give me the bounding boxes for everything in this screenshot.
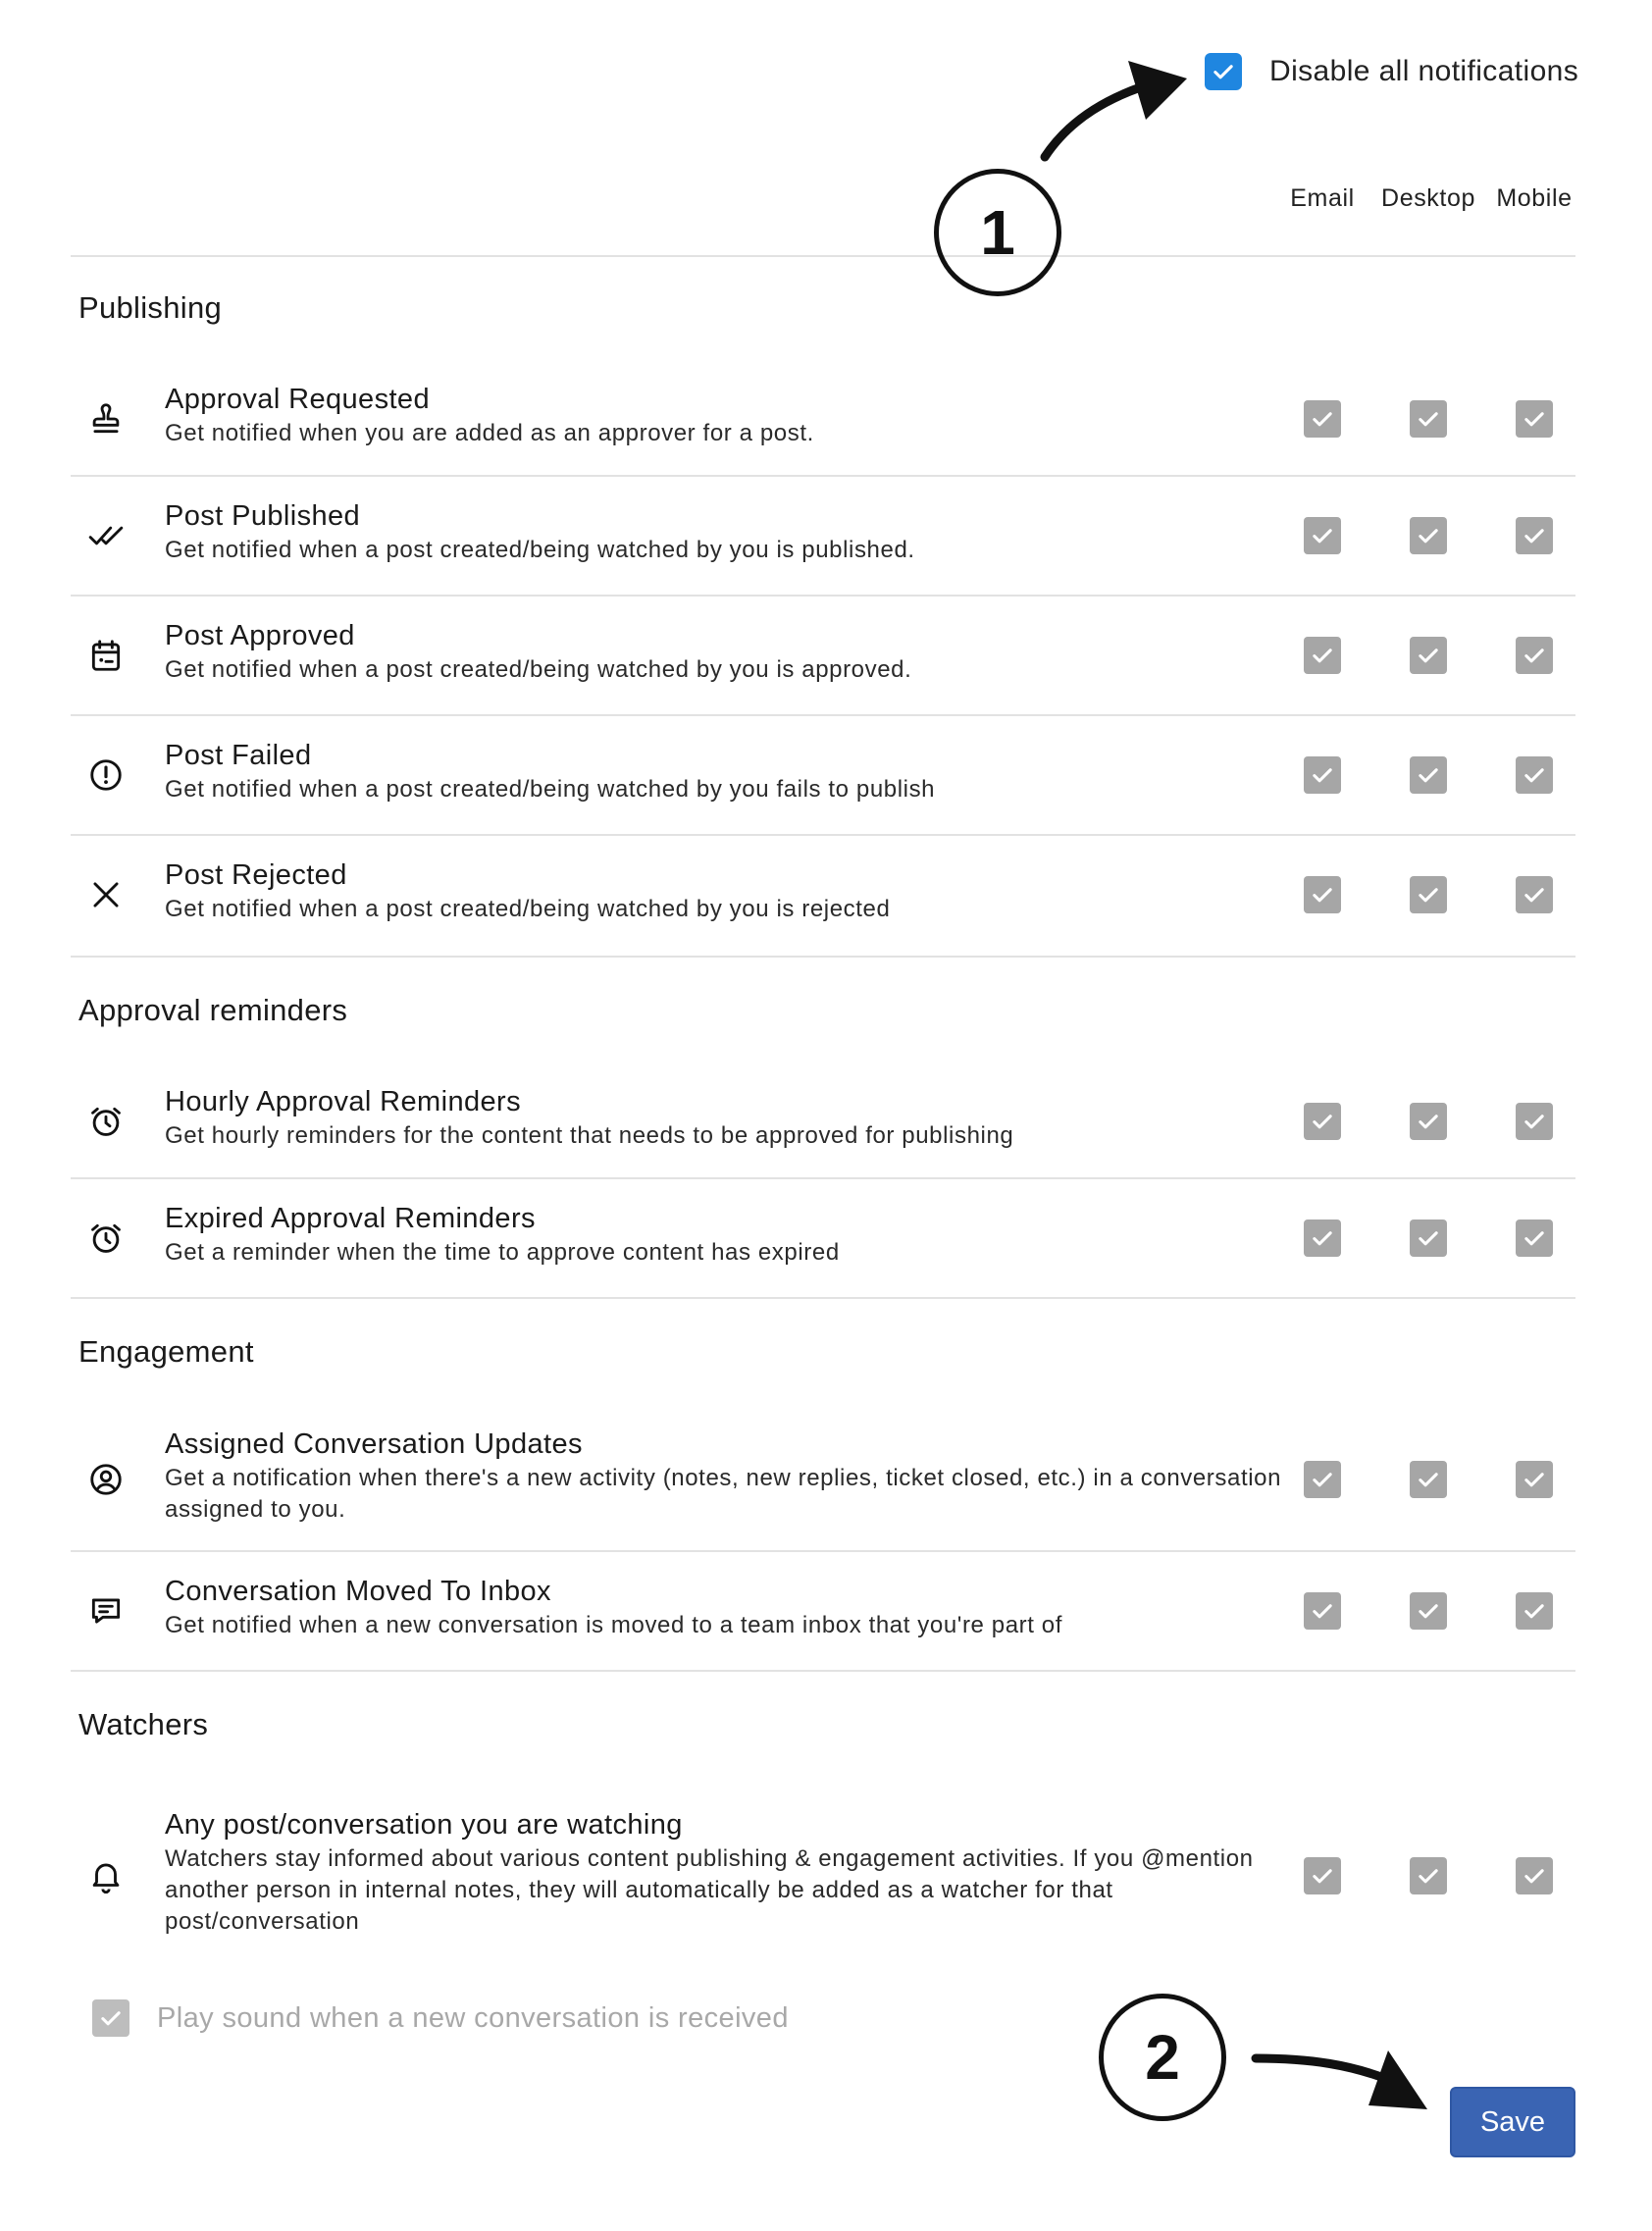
notification-title: Conversation Moved To Inbox (165, 1576, 551, 1607)
notification-row (71, 716, 1575, 834)
email-checkbox[interactable] (1304, 1219, 1341, 1257)
notification-row (71, 1409, 1575, 1550)
notification-text (165, 856, 1303, 925)
mobile-checkbox[interactable] (1516, 1219, 1553, 1257)
checkmark-icon (1309, 761, 1336, 789)
checkmark-icon (1415, 642, 1442, 669)
column-mobile: Mobile (1496, 184, 1573, 212)
annotation-step-1: 1 (934, 169, 1061, 296)
mobile-checkbox[interactable] (1516, 1857, 1553, 1894)
row-divider (71, 834, 1575, 836)
disable-all-notifications[interactable] (1205, 53, 1578, 90)
desktop-checkbox[interactable] (1410, 517, 1447, 554)
alert-circle-icon (86, 755, 126, 795)
channel-column-headers (0, 184, 1652, 218)
email-checkbox[interactable] (1304, 517, 1341, 554)
checkmark-icon (1521, 761, 1548, 789)
section-title: Engagement (78, 1334, 254, 1369)
notification-text (165, 1083, 1303, 1152)
bell-icon (86, 1856, 126, 1895)
notification-row (71, 836, 1575, 954)
notification-title: Post Rejected (165, 859, 347, 891)
desktop-checkbox[interactable] (1410, 876, 1447, 913)
desktop-checkbox[interactable] (1410, 1592, 1447, 1630)
checkmark-icon (1415, 1224, 1442, 1252)
mobile-checkbox[interactable] (1516, 876, 1553, 913)
notification-row (71, 597, 1575, 714)
close-icon (86, 875, 126, 914)
checkmark-icon (1415, 761, 1442, 789)
checkmark-icon (1210, 58, 1237, 85)
checkmark-icon (1521, 522, 1548, 549)
checkmark-icon (97, 2004, 125, 2032)
checkmark-icon (1521, 1466, 1548, 1493)
notification-text (165, 1426, 1303, 1526)
checkmark-icon (1309, 405, 1336, 433)
mobile-checkbox[interactable] (1516, 400, 1553, 438)
notification-text (165, 497, 1303, 566)
disable-all-checkbox[interactable] (1205, 53, 1242, 90)
mobile-checkbox[interactable] (1516, 1103, 1553, 1140)
notification-row (71, 477, 1575, 595)
email-checkbox[interactable] (1304, 1857, 1341, 1894)
checkmark-icon (1309, 1466, 1336, 1493)
desktop-checkbox[interactable] (1410, 756, 1447, 794)
checkmark-icon (1309, 522, 1336, 549)
mobile-checkbox[interactable] (1516, 1461, 1553, 1498)
notification-description: Get hourly reminders for the content that needs to be approved for publishing (165, 1122, 1014, 1149)
notification-title: Approval Requested (165, 384, 430, 415)
section-title: Approval reminders (78, 993, 348, 1027)
row-divider (71, 1297, 1575, 1299)
user-circle-icon (86, 1460, 126, 1499)
double-check-icon (86, 516, 126, 555)
row-divider (71, 1670, 1575, 1672)
notification-text (165, 617, 1303, 686)
email-checkbox[interactable] (1304, 1103, 1341, 1140)
play-sound-label: Play sound when a new conversation is received (157, 2001, 789, 2034)
notification-row (71, 1179, 1575, 1297)
notification-description: Get notified when a post created/being watched by you is published. (165, 537, 915, 563)
notification-title: Post Published (165, 500, 361, 532)
checkmark-icon (1415, 1466, 1442, 1493)
row-divider (71, 1550, 1575, 1552)
notification-row (71, 363, 1575, 475)
notification-title: Post Failed (165, 740, 312, 771)
desktop-checkbox[interactable] (1410, 1219, 1447, 1257)
email-checkbox[interactable] (1304, 756, 1341, 794)
notification-text (165, 737, 1303, 805)
desktop-checkbox[interactable] (1410, 1103, 1447, 1140)
notification-row (71, 1788, 1575, 1964)
notification-description: Get a reminder when the time to approve content has expired (165, 1239, 840, 1266)
notification-title: Any post/conversation you are watching (165, 1809, 683, 1841)
checkmark-icon (1309, 881, 1336, 908)
alarm-clock-icon (86, 1219, 126, 1258)
checkmark-icon (1415, 1862, 1442, 1890)
desktop-checkbox[interactable] (1410, 1857, 1447, 1894)
disable-all-label: Disable all notifications (1269, 55, 1579, 87)
notification-text (165, 381, 1303, 449)
checkmark-icon (1309, 1224, 1336, 1252)
email-checkbox[interactable] (1304, 1592, 1341, 1630)
message-icon (86, 1591, 126, 1631)
row-divider (71, 475, 1575, 477)
column-desktop: Desktop (1381, 184, 1475, 212)
section-title: Watchers (78, 1707, 209, 1741)
row-divider (71, 1177, 1575, 1179)
header-divider (71, 255, 1575, 257)
notification-description: Get notified when a new conversation is moved to a team inbox that you're part of (165, 1612, 1063, 1638)
annotation-arrow-2-icon (1246, 2039, 1442, 2117)
email-checkbox[interactable] (1304, 400, 1341, 438)
desktop-checkbox[interactable] (1410, 637, 1447, 674)
notification-text (165, 1200, 1303, 1269)
notification-row (71, 1552, 1575, 1670)
notification-description: Get notified when a post created/being watched by you fails to publish (165, 776, 936, 803)
email-checkbox[interactable] (1304, 876, 1341, 913)
annotation-step-2: 2 (1099, 1994, 1226, 2121)
checkmark-icon (1309, 1862, 1336, 1890)
desktop-checkbox[interactable] (1410, 1461, 1447, 1498)
save-button[interactable]: Save (1450, 2087, 1575, 2157)
email-checkbox[interactable] (1304, 637, 1341, 674)
checkmark-icon (1415, 1597, 1442, 1625)
row-divider (71, 956, 1575, 958)
checkmark-icon (1521, 405, 1548, 433)
annotation-arrow-1-icon (1030, 51, 1207, 169)
checkmark-icon (1309, 1108, 1336, 1135)
notification-title: Hourly Approval Reminders (165, 1086, 521, 1117)
notification-title: Post Approved (165, 620, 355, 651)
notification-row (71, 1065, 1575, 1177)
play-sound-option[interactable] (92, 1999, 789, 2037)
checkmark-icon (1415, 405, 1442, 433)
checkmark-icon (1521, 1597, 1548, 1625)
checkmark-icon (1521, 642, 1548, 669)
mobile-checkbox[interactable] (1516, 1592, 1553, 1630)
row-divider (71, 595, 1575, 597)
checkmark-icon (1521, 1862, 1548, 1890)
column-email: Email (1290, 184, 1355, 212)
checkmark-icon (1415, 522, 1442, 549)
stamp-icon (86, 399, 126, 439)
checkmark-icon (1309, 1597, 1336, 1625)
desktop-checkbox[interactable] (1410, 400, 1447, 438)
section-title: Publishing (78, 290, 223, 325)
mobile-checkbox[interactable] (1516, 517, 1553, 554)
checkmark-icon (1309, 642, 1336, 669)
row-divider (71, 714, 1575, 716)
mobile-checkbox[interactable] (1516, 756, 1553, 794)
checkmark-icon (1521, 881, 1548, 908)
notification-description: Get notified when a post created/being watched by you is rejected (165, 896, 891, 922)
notification-title: Expired Approval Reminders (165, 1203, 536, 1234)
checkmark-icon (1415, 881, 1442, 908)
checkmark-icon (1521, 1224, 1548, 1252)
notification-text (165, 1573, 1303, 1641)
alarm-clock-icon (86, 1102, 126, 1141)
notification-description: Get notified when you are added as an approver for a post. (165, 420, 814, 446)
email-checkbox[interactable] (1304, 1461, 1341, 1498)
notification-description: Get notified when a post created/being watched by you is approved. (165, 656, 912, 683)
checkmark-icon (1415, 1108, 1442, 1135)
notification-text (165, 1806, 1303, 1938)
calendar-icon (86, 636, 126, 675)
checkmark-icon (1521, 1108, 1548, 1135)
play-sound-checkbox[interactable] (92, 1999, 129, 2037)
notification-description: Watchers stay informed about various content publishing & engagement activities. If you @mention another person in internal notes, they will automatically be added as a watcher for that post/conversation (165, 1845, 1254, 1935)
notification-description: Get a notification when there's a new activity (notes, new replies, ticket closed, etc.) in a conversation assigned to you. (165, 1465, 1282, 1523)
mobile-checkbox[interactable] (1516, 637, 1553, 674)
notification-title: Assigned Conversation Updates (165, 1428, 583, 1460)
